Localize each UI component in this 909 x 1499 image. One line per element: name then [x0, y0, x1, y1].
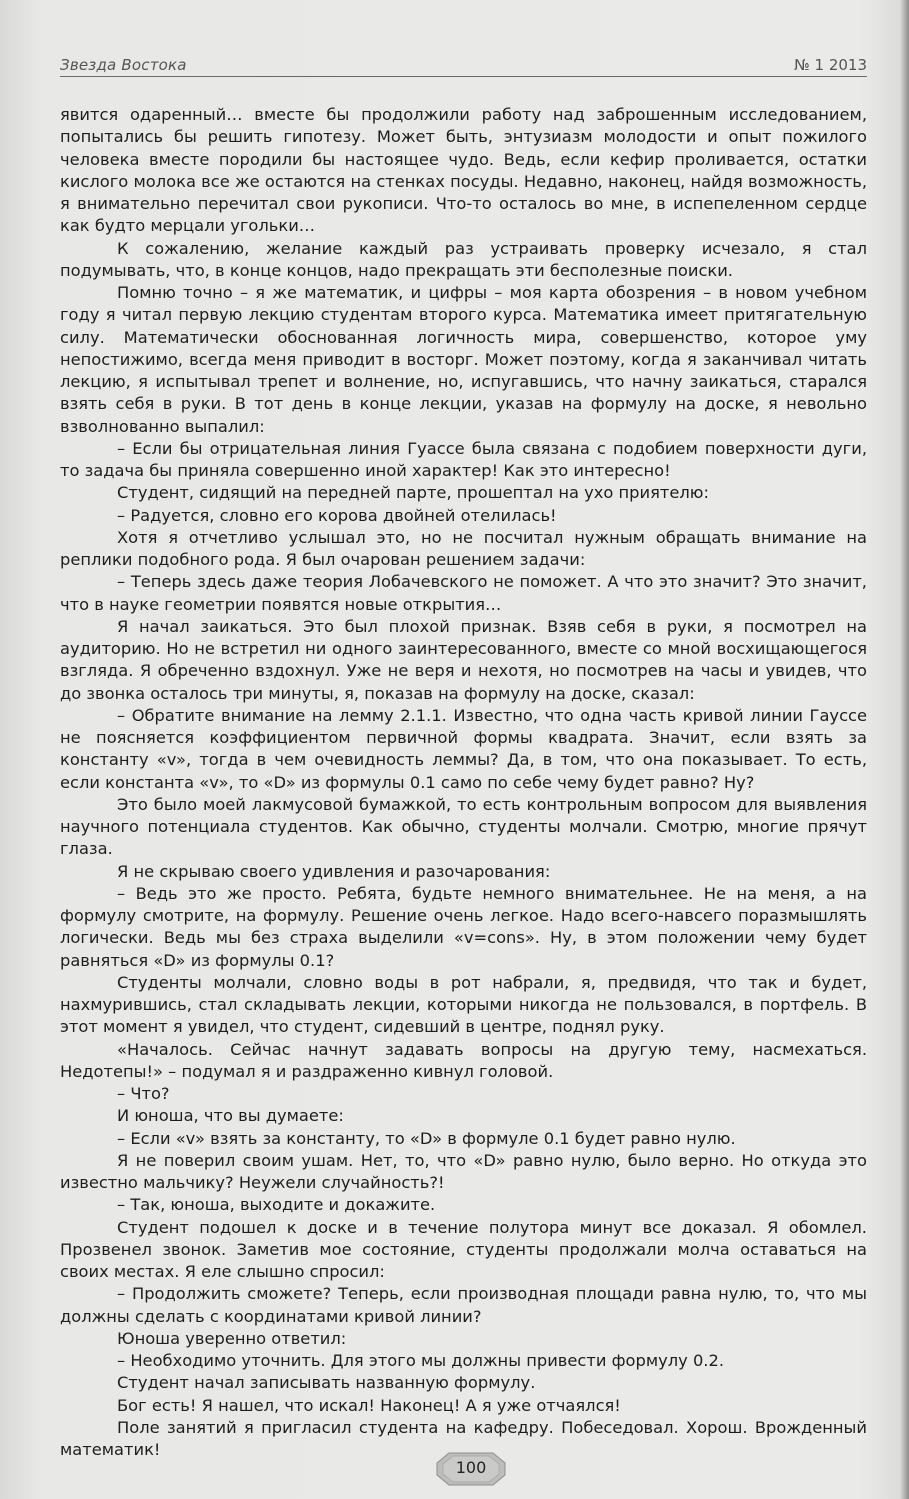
paragraph: Помню точно – я же математик, и цифры – моя карта обозрения – в новом учебном году я читал первую лекцию студентам второго курса. Математика имеет притягательную силу. Математически обоснованная логичность мира, совершенство, которое уму непостижимо, всегда меня приводит в восторг. Может поэтому, когда я заканчивал читать лекцию, я испытывал трепет и волнение, но, испугавшись, что начну заикаться, старался взять себя в руки. В тот день в конце лекции, указав на формулу на доске, я невольно взволнованно выпалил: [60, 283, 867, 436]
paragraph: – Продолжить сможете? Теперь, если производная площади равна нулю, то, что мы должны сделать с координатами кривой линии? [60, 1284, 867, 1326]
paragraph: Студент, сидящий на передней парте, прошептал на ухо приятелю: [117, 483, 709, 503]
issue-number: № 1 2013 [794, 56, 867, 74]
page-number-badge [435, 1451, 507, 1487]
paragraph: И юноша, что вы думаете: [117, 1106, 344, 1126]
paragraph: Бог есть! Я нашел, что искал! Наконец! А я уже отчаялся! [117, 1395, 621, 1415]
paragraph: – Необходимо уточнить. Для этого мы должны привести формулу 0.2. [117, 1351, 725, 1370]
paragraph: Поле занятий я пригласил студента на кафедру. Побеседовал. Хорош. Врожденный математик! [60, 1417, 867, 1459]
paragraph: «Началось. Сейчас начнут задавать вопросы на другую тему, насмехаться. Недотепы!» – подумал я и раздраженно кивнул головой. [60, 1039, 867, 1081]
paragraph: К сожалению, желание каждый раз устраивать проверку исчезало, я стал подумывать, что, в конце концов, надо прекращать эти бесполезные поиски. [60, 238, 867, 280]
paragraph: – Обратите внимание на лемму 2.1.1. Известно, что одна часть кривой линии Гауссе не поясняется коэффициентом первичной формы квадрата. Значит, если взять за константу «v», тогда в чем очевидность леммы? Да, в том, что она показывает. То есть, если константа «v», то «D» из формулы 0.1 само по себе чему будет равно? Ну? [60, 705, 867, 792]
paragraph: – Радуется, словно его корова двойней отелилась! [117, 505, 557, 525]
paragraph: – Что? [117, 1084, 170, 1103]
paragraph: – Так, юноша, выходите и докажите. [117, 1195, 436, 1215]
paragraph: Хотя я отчетливо услышал это, но не посчитал нужным обращать внимание на реплики подобного рода. Я был очарован решением задачи: [60, 527, 867, 569]
paragraph: Юноша уверенно ответил: [117, 1328, 347, 1348]
paragraph: Студент начал записывать названную формулу. [117, 1373, 536, 1393]
paragraph: Студент подошел к доске и в течение полутора минут все доказал. Я обомлел. Прозвенел звонок. Заметив мое состояние, студенты продолжали молча оставаться на своих местах. Я еле слышно спросил: [60, 1217, 867, 1281]
page-number: 100 [455, 1458, 487, 1477]
paragraph: Я не поверил своим ушам. Нет, то, что «D» равно нулю, было верно. Но откуда это известно мальчику? Неужели случайность?! [60, 1150, 867, 1192]
paragraph: – Если «v» взять за константу, то «D» в формуле 0.1 будет равно нулю. [117, 1128, 736, 1148]
paragraph: Я начал заикаться. Это был плохой признак. Взяв себя в руки, я посмотрел на аудиторию. Но не встретил ни одного заинтересованного, вместе со мной восхищающегося взгляда. Я обреченно вздохнул. Уже не веря и нехотя, но посмотрев на часы и увидев, что до звонка осталось три минуты, я, показав на формулу на доске, сказал: [60, 616, 867, 703]
paragraph: – Если бы отрицательная линия Гуассе была связана с подобием поверхности дуги, то задача бы приняла совершенно иной характер! Как это интересно! [60, 438, 867, 480]
paragraph: явится одаренный… вместе бы продолжили работу над заброшенным исследованием, попытались бы решить гипотезу. Может быть, энтузиазм молодости и опыт пожилого человека вместе породили бы настоящее чудо. Ведь, если кефир проливается, остатки кислого молока все же остаются на стенках посуды. Недавно, наконец, найдя возможность, я внимательно перечитал свои рукописи. Что-то осталось во мне, в испепеленном сердце как будто мерцали угольки… [60, 105, 867, 236]
article-body [60, 104, 867, 1461]
header-rule [60, 76, 867, 77]
paragraph: Я не скрываю своего удивления и разочарования: [117, 861, 551, 881]
paragraph: Студенты молчали, словно воды в рот набрали, я, предвидя, что так и будет, нахмурившись, стал складывать лекции, которыми никогда не пользовался, в портфель. В этот момент я увидел, что студент, сидевший в центре, поднял руку. [60, 972, 867, 1037]
running-head [60, 52, 867, 76]
paragraph: – Теперь здесь даже теория Лобачевского не поможет. А что это значит? Это значит, что в науке геометрии появятся новые открытия… [60, 572, 867, 614]
paragraph: – Ведь это же просто. Ребята, будьте немного внимательнее. Не на меня, а на формулу смотрите, на формулу. Решение очень легкое. Надо всего-навсего поразмышлять логически. Ведь мы без страха выделили «v=cons». Ну, в этом положении чему будет равняться «D» из формулы 0.1? [60, 883, 867, 970]
journal-title: Звезда Востока [60, 56, 187, 74]
paragraph: Это было моей лакмусовой бумажкой, то есть контрольным вопросом для выявления научного потенциала студентов. Как обычно, студенты молчали. Смотрю, многие прячут глаза. [60, 794, 867, 859]
